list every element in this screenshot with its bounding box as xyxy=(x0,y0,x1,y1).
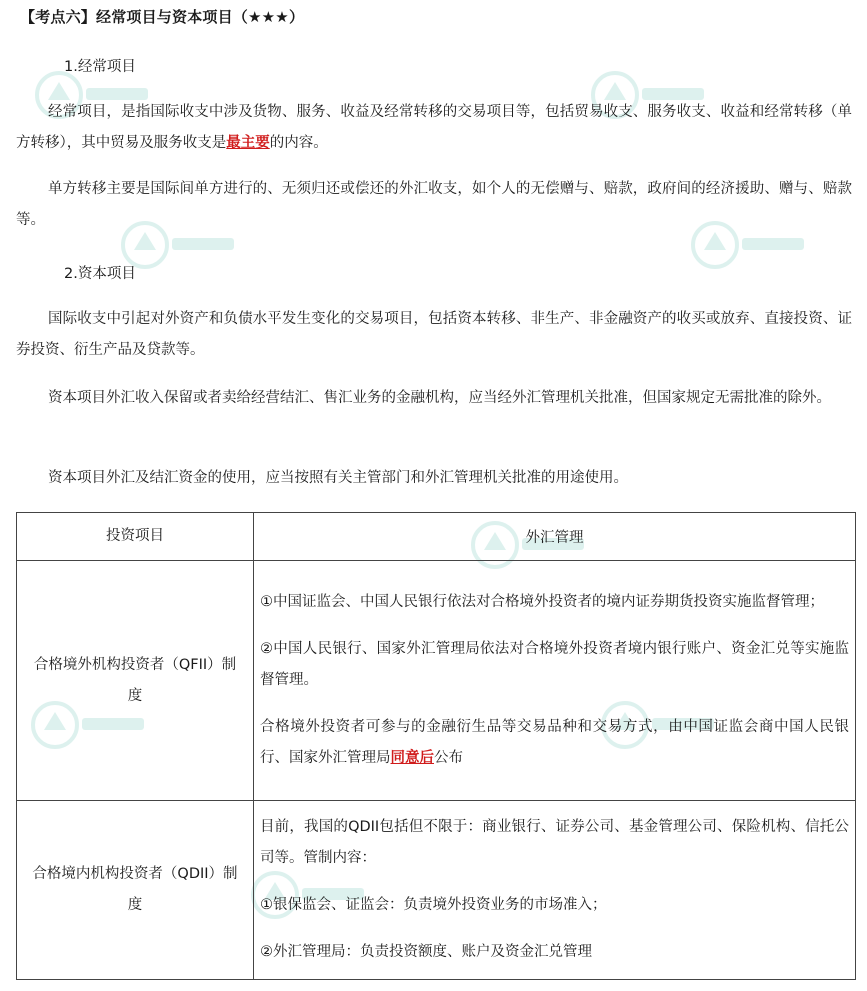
text-run: 经常项目，是指国际收支中涉及货物、服务、收益及经常转移的交易项目等，包括贸易收支、服务收支、收益和经常转移（单方转移），其中贸易及服务收支是 xyxy=(16,104,852,151)
paragraph-capital-account-definition: 国际收支中引起对外资产和负债水平发生变化的交易项目，包括资本转移、非生产、非金融资产的收买或放弃、直接投资、证券投资、衍生产品及贷款等。 xyxy=(16,311,852,358)
cell-qfii-management xyxy=(254,561,856,801)
paragraph-capital-usage: 资本项目外汇及结汇资金的使用，应当按照有关主管部门和外汇管理机关批准的用途使用。 xyxy=(48,470,628,486)
paragraph-capital-income: 资本项目外汇收入保留或者卖给经营结汇、售汇业务的金融机构，应当经外汇管理机关批准，但国家规定无需批准的除外。 xyxy=(48,390,831,406)
cell-paragraph xyxy=(260,712,849,774)
section-heading-capital-account: 2.资本项目 xyxy=(64,266,136,282)
highlight-most-important: 最主要 xyxy=(226,135,270,151)
table-header-row xyxy=(17,513,856,561)
investment-table xyxy=(16,512,856,980)
cell-paragraph: ①中国证监会、中国人民银行依法对合格境外投资者的境内证券期货投资实施监督管理； xyxy=(260,594,824,610)
cell-text: 合格境内机构投资者（QDII）制度 xyxy=(32,866,238,913)
cell-paragraph: 目前，我国的QDII包括但不限于：商业银行、证券公司、基金管理公司、保险机构、信托公司等。管制内容： xyxy=(260,819,849,866)
cell-text: 合格境外机构投资者（QFII）制度 xyxy=(33,656,237,704)
cell-qdii xyxy=(17,801,254,980)
text-run: 的内容。 xyxy=(269,135,328,151)
table-row xyxy=(17,801,856,980)
text-run: 合格境外投资者可参与的金融衍生品等交易品种和交易方式，由中国证监会商中国人民银行、国家外汇管理局 xyxy=(260,719,849,766)
cell-paragraph: ②外汇管理局：负责投资额度、账户及资金汇兑管理 xyxy=(260,944,592,960)
page-title: 【考点六】经常项目与资本项目（★★★） xyxy=(20,8,305,26)
paragraph-current-account-definition xyxy=(16,97,852,159)
paragraph-unilateral-transfer: 单方转移主要是国际间单方进行的、无须归还或偿还的外汇收支，如个人的无偿赠与、赔款，政府间的经济援助、赠与、赔款等。 xyxy=(16,181,852,228)
cell-paragraph: ②中国人民银行、国家外汇管理局依法对合格境外投资者境内银行账户、资金汇兑等实施监督管理。 xyxy=(260,641,849,688)
highlight-after-consent: 同意后 xyxy=(390,750,434,766)
cell-qfii xyxy=(17,561,254,801)
text-run: 公布 xyxy=(434,750,463,766)
section-heading-current-account: 1.经常项目 xyxy=(64,59,136,75)
column-header-investment-item: 投资项目 xyxy=(17,513,254,561)
cell-paragraph: ①银保监会、证监会：负责境外投资业务的市场准入； xyxy=(260,897,607,913)
table-row xyxy=(17,561,856,801)
cell-qdii-management xyxy=(254,801,856,980)
column-header-forex-management: 外汇管理 xyxy=(254,513,856,561)
